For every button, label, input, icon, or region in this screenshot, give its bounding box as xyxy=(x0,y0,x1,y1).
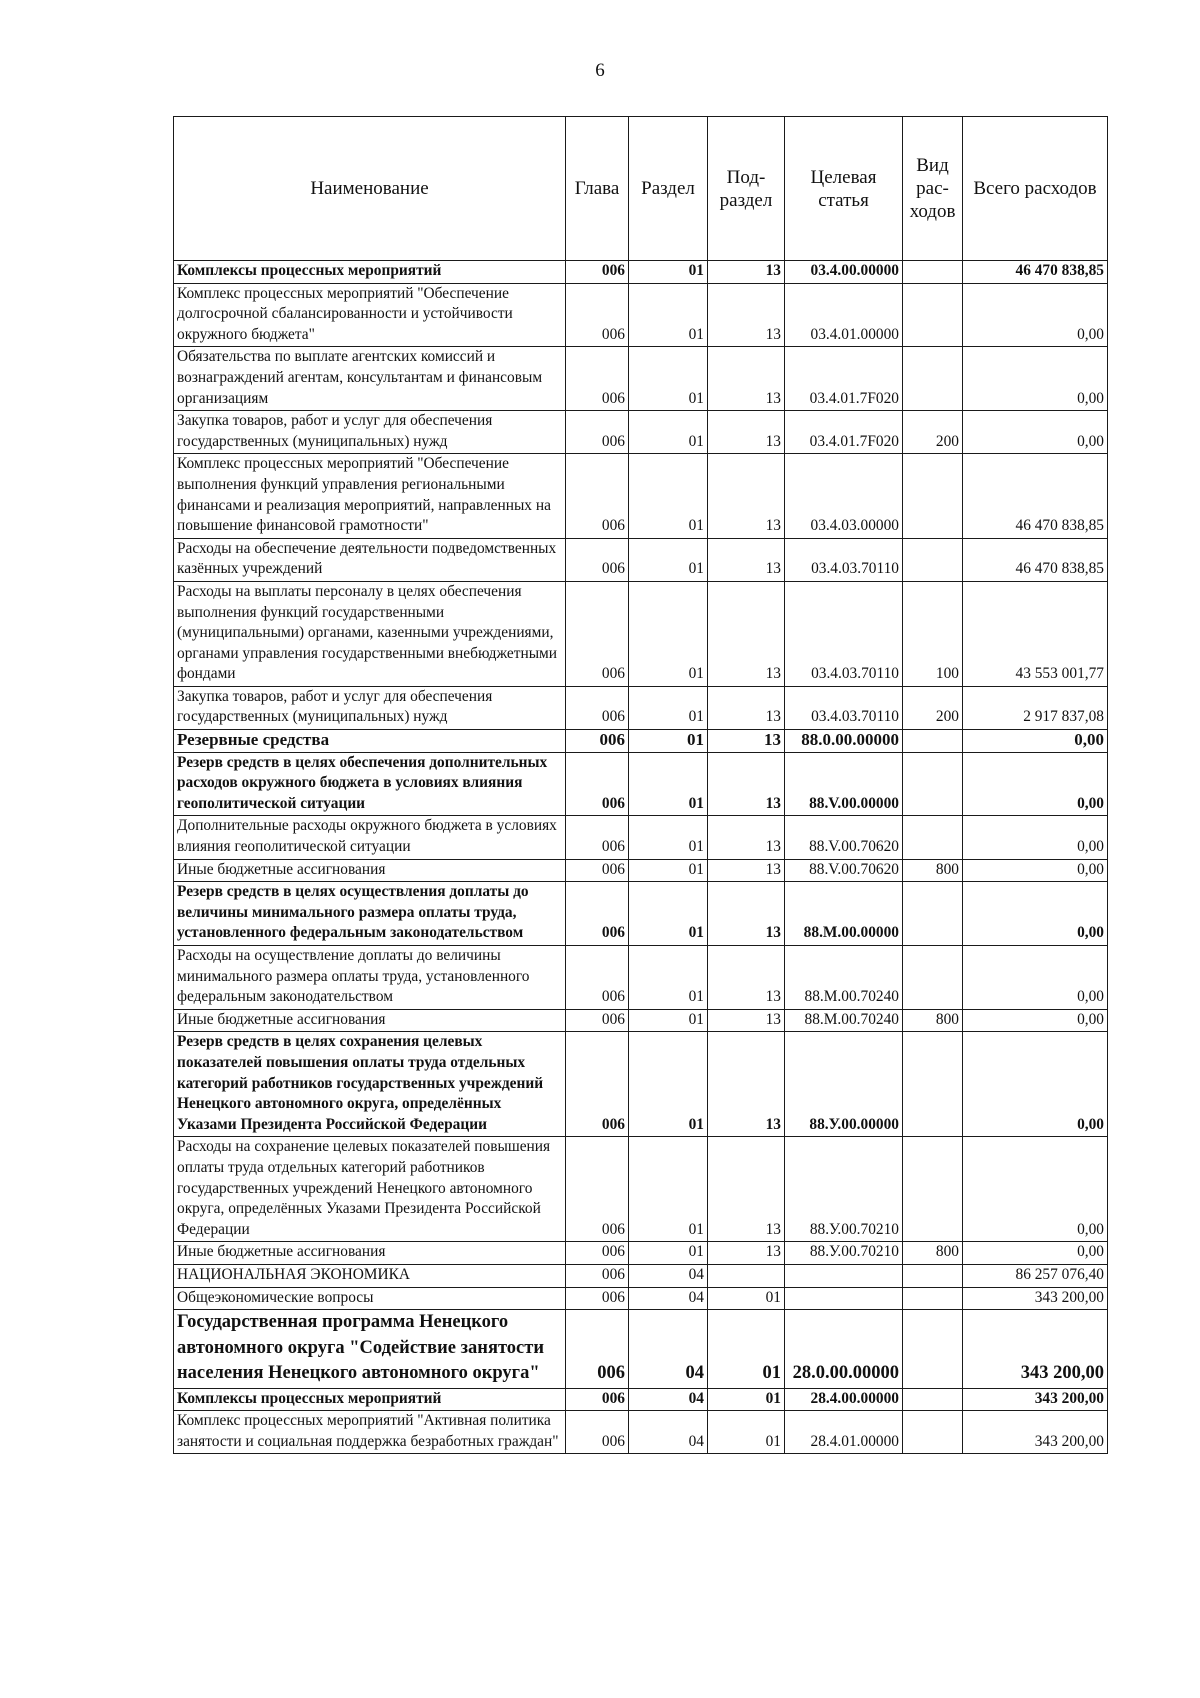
cell-kind xyxy=(903,1287,963,1310)
cell-glava: 006 xyxy=(566,946,629,1010)
table-row xyxy=(174,816,1108,859)
cell-kind xyxy=(903,283,963,347)
cell-kind xyxy=(903,1032,963,1137)
table-row xyxy=(174,347,1108,411)
cell-glava: 006 xyxy=(566,752,629,816)
cell-total: 0,00 xyxy=(963,1032,1108,1137)
cell-total: 0,00 xyxy=(963,1242,1108,1265)
cell-name: Закупка товаров, работ и услуг для обеспечения государственных (муниципальных) нужд xyxy=(174,686,566,729)
cell-target xyxy=(785,1287,903,1310)
cell-glava: 006 xyxy=(566,1264,629,1287)
cell-total: 0,00 xyxy=(963,752,1108,816)
cell-podrazdel: 13 xyxy=(708,581,785,686)
cell-target: 28.4.00.00000 xyxy=(785,1388,903,1411)
cell-target: 88.V.00.70620 xyxy=(785,816,903,859)
cell-target: 03.4.01.00000 xyxy=(785,283,903,347)
cell-razdel: 04 xyxy=(629,1310,708,1389)
cell-name: Комплексы процессных мероприятий xyxy=(174,1388,566,1411)
cell-kind xyxy=(903,1310,963,1389)
table-row xyxy=(174,752,1108,816)
cell-razdel: 01 xyxy=(629,261,708,284)
table-row xyxy=(174,581,1108,686)
cell-podrazdel: 13 xyxy=(708,454,785,538)
cell-glava: 006 xyxy=(566,816,629,859)
table-header-row xyxy=(174,117,1108,261)
cell-glava: 006 xyxy=(566,686,629,729)
cell-razdel: 01 xyxy=(629,454,708,538)
table-row xyxy=(174,1264,1108,1287)
cell-glava: 006 xyxy=(566,1287,629,1310)
cell-total: 2 917 837,08 xyxy=(963,686,1108,729)
cell-kind xyxy=(903,1411,963,1454)
table-row xyxy=(174,859,1108,882)
cell-total: 0,00 xyxy=(963,730,1108,753)
cell-target: 03.4.03.70110 xyxy=(785,686,903,729)
cell-total: 0,00 xyxy=(963,882,1108,946)
cell-glava: 006 xyxy=(566,1242,629,1265)
cell-podrazdel: 13 xyxy=(708,730,785,753)
cell-name: Расходы на выплаты персоналу в целях обеспечения выполнения функций государственными (муниципальными) органами, казенными учреждениями, органами управления государственными внебюджетными фондами xyxy=(174,581,566,686)
table-row xyxy=(174,1310,1108,1389)
cell-glava: 006 xyxy=(566,283,629,347)
table-row xyxy=(174,946,1108,1010)
cell-name: Иные бюджетные ассигнования xyxy=(174,1009,566,1032)
cell-target: 03.4.01.7F020 xyxy=(785,347,903,411)
cell-razdel: 04 xyxy=(629,1388,708,1411)
cell-kind xyxy=(903,946,963,1010)
table-row xyxy=(174,1009,1108,1032)
cell-total: 0,00 xyxy=(963,1137,1108,1242)
cell-podrazdel: 01 xyxy=(708,1411,785,1454)
cell-name: Резерв средств в целях обеспечения дополнительных расходов окружного бюджета в условиях влияния геополитической ситуации xyxy=(174,752,566,816)
table-row xyxy=(174,411,1108,454)
cell-name: НАЦИОНАЛЬНАЯ ЭКОНОМИКА xyxy=(174,1264,566,1287)
cell-podrazdel: 13 xyxy=(708,261,785,284)
cell-total: 46 470 838,85 xyxy=(963,454,1108,538)
cell-podrazdel: 13 xyxy=(708,538,785,581)
cell-target xyxy=(785,1264,903,1287)
cell-razdel: 01 xyxy=(629,283,708,347)
cell-target: 03.4.01.7F020 xyxy=(785,411,903,454)
cell-razdel: 01 xyxy=(629,882,708,946)
cell-razdel: 01 xyxy=(629,946,708,1010)
cell-razdel: 01 xyxy=(629,1009,708,1032)
cell-target: 03.4.03.70110 xyxy=(785,538,903,581)
cell-razdel: 04 xyxy=(629,1264,708,1287)
cell-total: 0,00 xyxy=(963,816,1108,859)
cell-podrazdel: 13 xyxy=(708,816,785,859)
cell-target: 88.M.00.70240 xyxy=(785,946,903,1010)
cell-kind xyxy=(903,816,963,859)
cell-glava: 006 xyxy=(566,347,629,411)
cell-podrazdel: 01 xyxy=(708,1310,785,1389)
header-glava: Глава xyxy=(566,117,629,261)
cell-name: Иные бюджетные ассигнования xyxy=(174,859,566,882)
table-row xyxy=(174,454,1108,538)
cell-target: 88.M.00.00000 xyxy=(785,882,903,946)
cell-razdel: 01 xyxy=(629,816,708,859)
cell-podrazdel: 13 xyxy=(708,283,785,347)
cell-total: 0,00 xyxy=(963,411,1108,454)
cell-kind xyxy=(903,454,963,538)
budget-table xyxy=(173,116,1108,1454)
cell-podrazdel: 13 xyxy=(708,411,785,454)
header-kind: Вид рас-ходов xyxy=(903,117,963,261)
cell-razdel: 04 xyxy=(629,1287,708,1310)
cell-name: Комплекс процессных мероприятий "Активная политика занятости и социальная поддержка безработных граждан" xyxy=(174,1411,566,1454)
cell-name: Расходы на осуществление доплаты до величины минимального размера оплаты труда, установленного федеральным законодательством xyxy=(174,946,566,1010)
cell-target: 88.V.00.00000 xyxy=(785,752,903,816)
cell-podrazdel: 13 xyxy=(708,347,785,411)
cell-podrazdel: 13 xyxy=(708,859,785,882)
cell-razdel: 01 xyxy=(629,1242,708,1265)
cell-kind xyxy=(903,1388,963,1411)
header-total: Всего расходов xyxy=(963,117,1108,261)
cell-podrazdel xyxy=(708,1264,785,1287)
cell-podrazdel: 13 xyxy=(708,946,785,1010)
cell-target: 28.4.01.00000 xyxy=(785,1411,903,1454)
cell-name: Обязательства по выплате агентских комиссий и вознаграждений агентам, консультантам и финансовым организациям xyxy=(174,347,566,411)
cell-glava: 006 xyxy=(566,1032,629,1137)
cell-total: 343 200,00 xyxy=(963,1388,1108,1411)
cell-kind: 800 xyxy=(903,1242,963,1265)
cell-glava: 006 xyxy=(566,454,629,538)
cell-glava: 006 xyxy=(566,730,629,753)
cell-total: 343 200,00 xyxy=(963,1287,1108,1310)
cell-glava: 006 xyxy=(566,859,629,882)
cell-glava: 006 xyxy=(566,1411,629,1454)
cell-razdel: 04 xyxy=(629,1411,708,1454)
cell-total: 46 470 838,85 xyxy=(963,538,1108,581)
cell-total: 0,00 xyxy=(963,283,1108,347)
cell-kind xyxy=(903,347,963,411)
cell-name: Комплексы процессных мероприятий xyxy=(174,261,566,284)
cell-target: 88.У.00.70210 xyxy=(785,1242,903,1265)
cell-total: 86 257 076,40 xyxy=(963,1264,1108,1287)
cell-target: 88.У.00.70210 xyxy=(785,1137,903,1242)
cell-target: 88.У.00.00000 xyxy=(785,1032,903,1137)
cell-podrazdel: 13 xyxy=(708,1242,785,1265)
table-row xyxy=(174,1137,1108,1242)
cell-razdel: 01 xyxy=(629,347,708,411)
cell-kind xyxy=(903,752,963,816)
cell-razdel: 01 xyxy=(629,686,708,729)
cell-kind: 200 xyxy=(903,686,963,729)
cell-podrazdel: 13 xyxy=(708,1137,785,1242)
cell-glava: 006 xyxy=(566,1310,629,1389)
cell-name: Государственная программа Ненецкого автономного округа "Содействие занятости населения Ненецкого автономного округа" xyxy=(174,1310,566,1389)
cell-glava: 006 xyxy=(566,1009,629,1032)
cell-target: 28.0.00.00000 xyxy=(785,1310,903,1389)
table-row xyxy=(174,1411,1108,1454)
cell-total: 43 553 001,77 xyxy=(963,581,1108,686)
cell-podrazdel: 13 xyxy=(708,1032,785,1137)
cell-razdel: 01 xyxy=(629,1032,708,1137)
cell-glava: 006 xyxy=(566,581,629,686)
table-row xyxy=(174,1287,1108,1310)
cell-total: 46 470 838,85 xyxy=(963,261,1108,284)
table-row xyxy=(174,1242,1108,1265)
cell-name: Расходы на сохранение целевых показателей повышения оплаты труда отдельных категорий работников государственных учреждений Ненецкого автономного округа, определённых Указами Президента Российской Федерации xyxy=(174,1137,566,1242)
cell-target: 03.4.03.70110 xyxy=(785,581,903,686)
cell-glava: 006 xyxy=(566,261,629,284)
header-razdel: Раздел xyxy=(629,117,708,261)
cell-name: Иные бюджетные ассигнования xyxy=(174,1242,566,1265)
cell-razdel: 01 xyxy=(629,730,708,753)
table-row xyxy=(174,1032,1108,1137)
cell-kind xyxy=(903,882,963,946)
cell-razdel: 01 xyxy=(629,411,708,454)
cell-razdel: 01 xyxy=(629,752,708,816)
cell-name: Расходы на обеспечение деятельности подведомственных казённых учреждений xyxy=(174,538,566,581)
cell-kind: 800 xyxy=(903,859,963,882)
cell-glava: 006 xyxy=(566,882,629,946)
cell-target: 03.4.03.00000 xyxy=(785,454,903,538)
table-row xyxy=(174,261,1108,284)
cell-name: Резерв средств в целях осуществления доплаты до величины минимального размера оплаты труда, установленного федеральным законодательством xyxy=(174,882,566,946)
cell-name: Комплекс процессных мероприятий "Обеспечение долгосрочной сбалансированности и устойчивости окружного бюджета" xyxy=(174,283,566,347)
cell-glava: 006 xyxy=(566,1137,629,1242)
table-row xyxy=(174,730,1108,753)
cell-target: 88.V.00.70620 xyxy=(785,859,903,882)
cell-total: 343 200,00 xyxy=(963,1310,1108,1389)
table-row xyxy=(174,538,1108,581)
cell-kind xyxy=(903,538,963,581)
cell-name: Общеэкономические вопросы xyxy=(174,1287,566,1310)
table-row xyxy=(174,1388,1108,1411)
cell-kind: 800 xyxy=(903,1009,963,1032)
table-row xyxy=(174,882,1108,946)
cell-podrazdel: 13 xyxy=(708,882,785,946)
table-row xyxy=(174,283,1108,347)
cell-glava: 006 xyxy=(566,538,629,581)
cell-total: 0,00 xyxy=(963,1009,1108,1032)
page-number: 6 xyxy=(595,60,605,81)
cell-kind: 100 xyxy=(903,581,963,686)
cell-name: Резервные средства xyxy=(174,730,566,753)
cell-razdel: 01 xyxy=(629,538,708,581)
cell-total: 0,00 xyxy=(963,946,1108,1010)
header-podrazdel: Под-раздел xyxy=(708,117,785,261)
cell-total: 0,00 xyxy=(963,859,1108,882)
table-row xyxy=(174,686,1108,729)
cell-total: 0,00 xyxy=(963,347,1108,411)
cell-glava: 006 xyxy=(566,1388,629,1411)
cell-target: 03.4.00.00000 xyxy=(785,261,903,284)
cell-podrazdel: 13 xyxy=(708,752,785,816)
cell-podrazdel: 13 xyxy=(708,686,785,729)
cell-name: Закупка товаров, работ и услуг для обеспечения государственных (муниципальных) нужд xyxy=(174,411,566,454)
header-name: Наименование xyxy=(174,117,566,261)
cell-kind xyxy=(903,1137,963,1242)
cell-kind xyxy=(903,730,963,753)
cell-total: 343 200,00 xyxy=(963,1411,1108,1454)
cell-target: 88.0.00.00000 xyxy=(785,730,903,753)
cell-razdel: 01 xyxy=(629,581,708,686)
cell-podrazdel: 13 xyxy=(708,1009,785,1032)
cell-kind xyxy=(903,1264,963,1287)
cell-podrazdel: 01 xyxy=(708,1287,785,1310)
cell-name: Дополнительные расходы окружного бюджета в условиях влияния геополитической ситуации xyxy=(174,816,566,859)
cell-kind: 200 xyxy=(903,411,963,454)
cell-kind xyxy=(903,261,963,284)
cell-podrazdel: 01 xyxy=(708,1388,785,1411)
cell-glava: 006 xyxy=(566,411,629,454)
cell-razdel: 01 xyxy=(629,1137,708,1242)
cell-target: 88.M.00.70240 xyxy=(785,1009,903,1032)
cell-razdel: 01 xyxy=(629,859,708,882)
cell-name: Резерв средств в целях сохранения целевых показателей повышения оплаты труда отдельных категорий работников государственных учреждений Ненецкого автономного округа, определённых Указами Президента Российской Федерации xyxy=(174,1032,566,1137)
cell-name: Комплекс процессных мероприятий "Обеспечение выполнения функций управления региональными финансами и реализация мероприятий, направленных на повышение финансовой грамотности" xyxy=(174,454,566,538)
header-target: Целевая статья xyxy=(785,117,903,261)
